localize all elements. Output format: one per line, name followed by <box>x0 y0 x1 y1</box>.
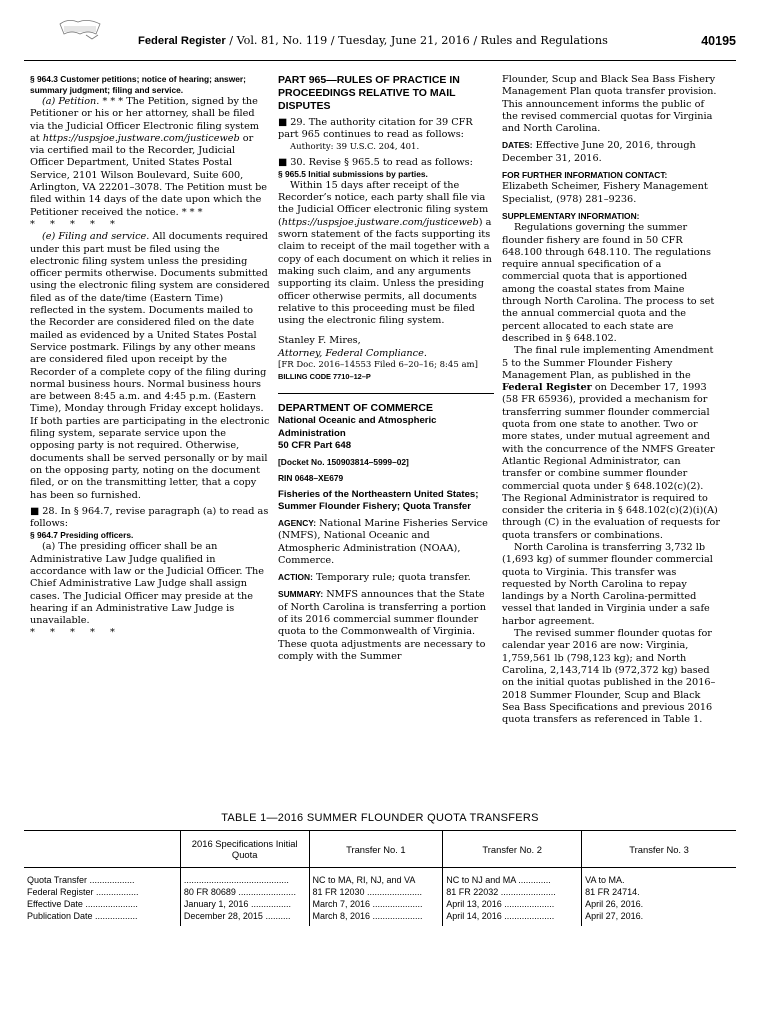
amendatory-instruction-29: ■ 29. The authority citation for 39 CFR part 965 continues to read as follows: <box>278 117 473 141</box>
star: * <box>110 627 115 639</box>
dates-text: Effective June 20, 2016, through December 31, 2016. <box>502 140 696 164</box>
paragraph-text: * * * The Petition, signed by the Petitioner or his or her attorney, shall be filed via the Judicial Officer Electronic filing system at <box>30 96 259 144</box>
volume-issue: Vol. 81, No. 119 <box>236 34 328 47</box>
part-965-heading: PART 965—RULES OF PRACTICE IN PROCEEDINGS RELATIVE TO MAIL DISPUTES <box>278 74 460 112</box>
table-row <box>24 910 736 926</box>
header-separator: / <box>469 34 481 47</box>
authority-label: Authority: <box>290 141 334 152</box>
table-cell: April 13, 2016 .................... <box>443 898 582 910</box>
column-1 <box>30 74 270 640</box>
action-line <box>278 571 494 584</box>
supplementary-paragraph-1: Regulations governing the summer flounder fishery are found in 50 CFR 648.100 through 648.110. The regulations require annual specification of a commercial quota that is apportioned among the coastal states from Maine through North Carolina. The process to set the annual commercial quota and the percent allocated to each state are described in § 648.102. <box>502 222 715 344</box>
amendatory-instruction-30: ■ 30. Revise § 965.5 to read as follows: <box>278 156 473 168</box>
paragraph-initial-submissions <box>278 180 494 328</box>
authority-text: 39 U.S.C. 204, 401. <box>333 141 420 152</box>
header-rule <box>24 60 736 61</box>
contact-text: Elizabeth Scheimer, Fishery Management Specialist, (978) 281–9236. <box>502 181 708 205</box>
paragraph-label: (a) Petition. <box>42 96 100 107</box>
table-cell: Federal Register ................. <box>27 887 139 897</box>
table-cell: 80 FR 80689 ....................... <box>180 886 309 898</box>
federal-register-reference: Federal Register <box>502 382 592 394</box>
star: * <box>110 218 115 230</box>
docket-number: [Docket No. 150903814–5999–02] <box>278 456 409 467</box>
amendatory-instruction-28: ■ 28. In § 964.7, revise paragraph (a) to read as follows: <box>30 505 269 530</box>
section-heading-964-7: § 964.7 Presiding officers. <box>30 530 134 541</box>
agency-label: AGENCY: <box>278 517 316 528</box>
star: * <box>30 627 35 639</box>
table-cell: Quota Transfer .................. <box>27 875 135 885</box>
star: * <box>90 218 95 230</box>
table-cell: March 8, 2016 .................... <box>309 910 443 926</box>
table-cell: 81 FR 12030 ...................... <box>309 886 443 898</box>
paragraph-text: or via certified mail to the Recorder, Judicial Officer Department, United States Postal Service, 2101 Wilson Boulevard, Suite 600, Arlington, VA 22201–3078. The Petition must be filed within 14 days of the date upon which the Petitioner received the notice. * * * <box>30 132 268 218</box>
quota-transfer-table <box>24 830 736 926</box>
table-cell: April 27, 2016. <box>582 910 736 926</box>
fr-doc-line: [FR Doc. 2016–14553 Filed 6–20–16; 8:45 am] <box>278 360 478 371</box>
paragraph-e-filing <box>30 231 270 502</box>
paragraph-text: All documents required under this part must be filed using the electronic filing system unless the presiding officer permits otherwise. Documents submitted using the electronic filing system are considered filed as of the date/time (Eastern Time) reflected in the system. Documents mailed to the Recorder are considered filed on the date mailed as evidenced by a United States Postal Service postmark. Filings by any other means are considered filed upon receipt by the Recorder of a complete copy of the filing during normal business hours. Normal business hours are between 8:45 a.m. and 4:45 p.m. (Eastern Time), Monday through Friday except holidays. If both parties are participating in the electronic filing system, separate service upon the opposing party is not required. Otherwise, documents shall be served personally or by mail on the opposing party, noting on the document filed, or on the transmitting letter, that a copy has been so furnished. <box>30 231 270 501</box>
department-heading: DEPARTMENT OF COMMERCE <box>278 402 433 415</box>
rin-number: RIN 0648–XE679 <box>278 473 344 484</box>
header-separator: / <box>225 34 237 47</box>
omission-stars <box>30 219 270 231</box>
action-label: ACTION: <box>278 572 313 583</box>
table-header-row <box>24 831 736 868</box>
table-cell: April 14, 2016 .................... <box>443 910 582 926</box>
table-cell: March 7, 2016 .................... <box>309 898 443 910</box>
table-cell: .......................................... <box>180 868 309 887</box>
column-header <box>24 831 180 868</box>
column-3 <box>502 74 720 726</box>
dates-line <box>502 139 720 165</box>
agency-text: National Marine Fisheries Service (NMFS), National Oceanic and Atmospheric Administration (NOAA), Commerce. <box>278 517 488 566</box>
star: * <box>70 218 75 230</box>
summary-label: SUMMARY: <box>278 589 324 600</box>
section-name: Rules and Regulations <box>480 34 608 47</box>
table-cell: April 26, 2016. <box>582 898 736 910</box>
header-separator: / <box>327 34 339 47</box>
summary-text: NMFS announces that the State of North Carolina is transferring a portion of its 2016 commercial summer flounder quota to the Commonwealth of Virginia. These quota adjustments are necessary to comply with the Summer <box>278 589 487 662</box>
summary-continued: Flounder, Scup and Black Sea Bass Fishery Management Plan quota transfer provision. This announcement informs the public of the revised commercial quotas for Virginia and North Carolina. <box>502 74 717 135</box>
summary-line <box>278 588 494 663</box>
paragraph-text: The final rule implementing Amendment 5 to the Summer Flounder Fishery Management Plan, as published in the <box>502 345 714 381</box>
column-header: Transfer No. 1 <box>309 831 443 868</box>
column-header: Transfer No. 2 <box>443 831 582 868</box>
omission-stars <box>30 627 270 639</box>
table-cell: Effective Date ..................... <box>27 899 138 909</box>
table-cell: 81 FR 22032 ...................... <box>443 886 582 898</box>
table-caption: TABLE 1—2016 SUMMER FLOUNDER QUOTA TRANSFERS <box>221 812 539 824</box>
column-2 <box>278 74 494 663</box>
header-title <box>138 34 608 47</box>
table-cell: NC to MA, RI, NJ, and VA <box>309 868 443 887</box>
authority-citation <box>278 142 494 153</box>
paragraph-label: (e) Filing and service. <box>42 231 150 243</box>
table-cell: January 1, 2016 ................ <box>180 898 309 910</box>
star: * <box>50 627 55 639</box>
signer-title: Attorney, Federal Compliance. <box>278 347 427 359</box>
table-cell: NC to NJ and MA ............. <box>443 868 582 887</box>
star: * <box>70 627 75 639</box>
table-row <box>24 868 736 887</box>
contact-label: FOR FURTHER INFORMATION CONTACT: <box>502 170 668 181</box>
document-separator <box>278 393 494 394</box>
justiceweb-link[interactable]: https://uspsjoe.justware.com/justiceweb <box>42 132 240 144</box>
gpo-authenticated-seal-icon <box>58 18 102 40</box>
paragraph-presiding-officer: (a) The presiding officer shall be an Administrative Law Judge qualified in accordance with law or the Judicial Officer. The Chief Administrative Law Judge shall assign cases. The Judicial Officer may preside at the hearing if an Administrative Law Judge is unavailable. <box>30 541 265 627</box>
column-header: Transfer No. 3 <box>582 831 736 868</box>
column-header: 2016 Specifications Initial Quota <box>180 831 309 868</box>
dates-label: DATES: <box>502 140 533 151</box>
table-cell: December 28, 2015 .......... <box>180 910 309 926</box>
supplementary-label: SUPPLEMENTARY INFORMATION: <box>502 210 640 221</box>
table-cell: Publication Date ................. <box>27 911 138 921</box>
page-number: 40195 <box>701 34 736 48</box>
paragraph-text: Within 15 days after receipt of the Recorder’s notice, each party shall file via the Judicial Officer electronic filing system ( <box>278 179 489 228</box>
section-heading-964-3: § 964.3 Customer petitions; notice of hearing; answer; summary judgment; filing and service. <box>30 74 246 95</box>
issue-date: Tuesday, June 21, 2016 <box>338 34 470 47</box>
justiceweb-link[interactable]: https://uspsjoe.justware.com/justiceweb <box>281 216 479 228</box>
paragraph-a-petition <box>30 96 270 219</box>
star: * <box>90 627 95 639</box>
supplementary-paragraph-4: The revised summer flounder quotas for calendar year 2016 are now: Virginia, 1,759,561 lb (798,123 kg); and North Carolina, 2,143,714 lb (972,372 kg) based on the initial quotas published in the 2016–2018 Summer Flounder, Scup and Black Sea Bass Specifications and previous 2016 quota transfers as referenced in Table 1. <box>502 628 716 726</box>
table-row <box>24 886 736 898</box>
action-text: Temporary rule; quota transfer. <box>312 572 471 584</box>
signer-name: Stanley F. Mires, <box>278 335 361 347</box>
billing-code: BILLING CODE 7710–12–P <box>278 372 371 382</box>
paragraph-text: ) a sworn statement of the facts supporting its claim to receipt of the mail together with a copy of each document on which it relies in making such claim, and any arguments supporting its claim. Unless the presiding officer otherwise permits, all documents relative to this proceeding must be filed using the electronic filing system. <box>278 216 492 327</box>
agency-heading: National Oceanic and Atmospheric Administration <box>278 415 437 439</box>
star: * <box>50 218 55 230</box>
star: * <box>30 218 35 230</box>
table-cell: VA to MA. <box>582 868 736 887</box>
rule-title: Fisheries of the Northeastern United States; Summer Flounder Fishery; Quota Transfer <box>278 488 479 512</box>
cfr-heading: 50 CFR Part 648 <box>278 439 352 451</box>
supplementary-paragraph-3: North Carolina is transferring 3,732 lb (1,693 kg) of summer flounder commercial quota to Virginia. This transfer was requested by North Carolina to repay landings by a North Carolina-permitted vessel that landed in Virginia under a safe harbor agreement. <box>502 541 713 627</box>
journal-name: Federal Register <box>138 35 226 47</box>
section-heading-965-5: § 965.5 Initial submissions by parties. <box>278 168 428 179</box>
paragraph-text: on December 17, 1993 (58 FR 65936), provided a mechanism for transferring summer flounder commercial quota from one state to another. Two or more states, under mutual agreement and with the concurrence of the NMFS Greater Atlantic Regional Administrator, can transfer or combine summer flounder commercial quota under § 648.102(c)(2). The Regional Administrator is required to consider the criteria in § 648.102(c)(2)(i)(A) through (C) in the evaluation of requests for quota transfers or combinations. <box>502 382 721 541</box>
agency-line <box>278 517 494 567</box>
table-row <box>24 898 736 910</box>
supplementary-paragraph-2 <box>502 345 720 542</box>
table-cell: 81 FR 24714. <box>582 886 736 898</box>
